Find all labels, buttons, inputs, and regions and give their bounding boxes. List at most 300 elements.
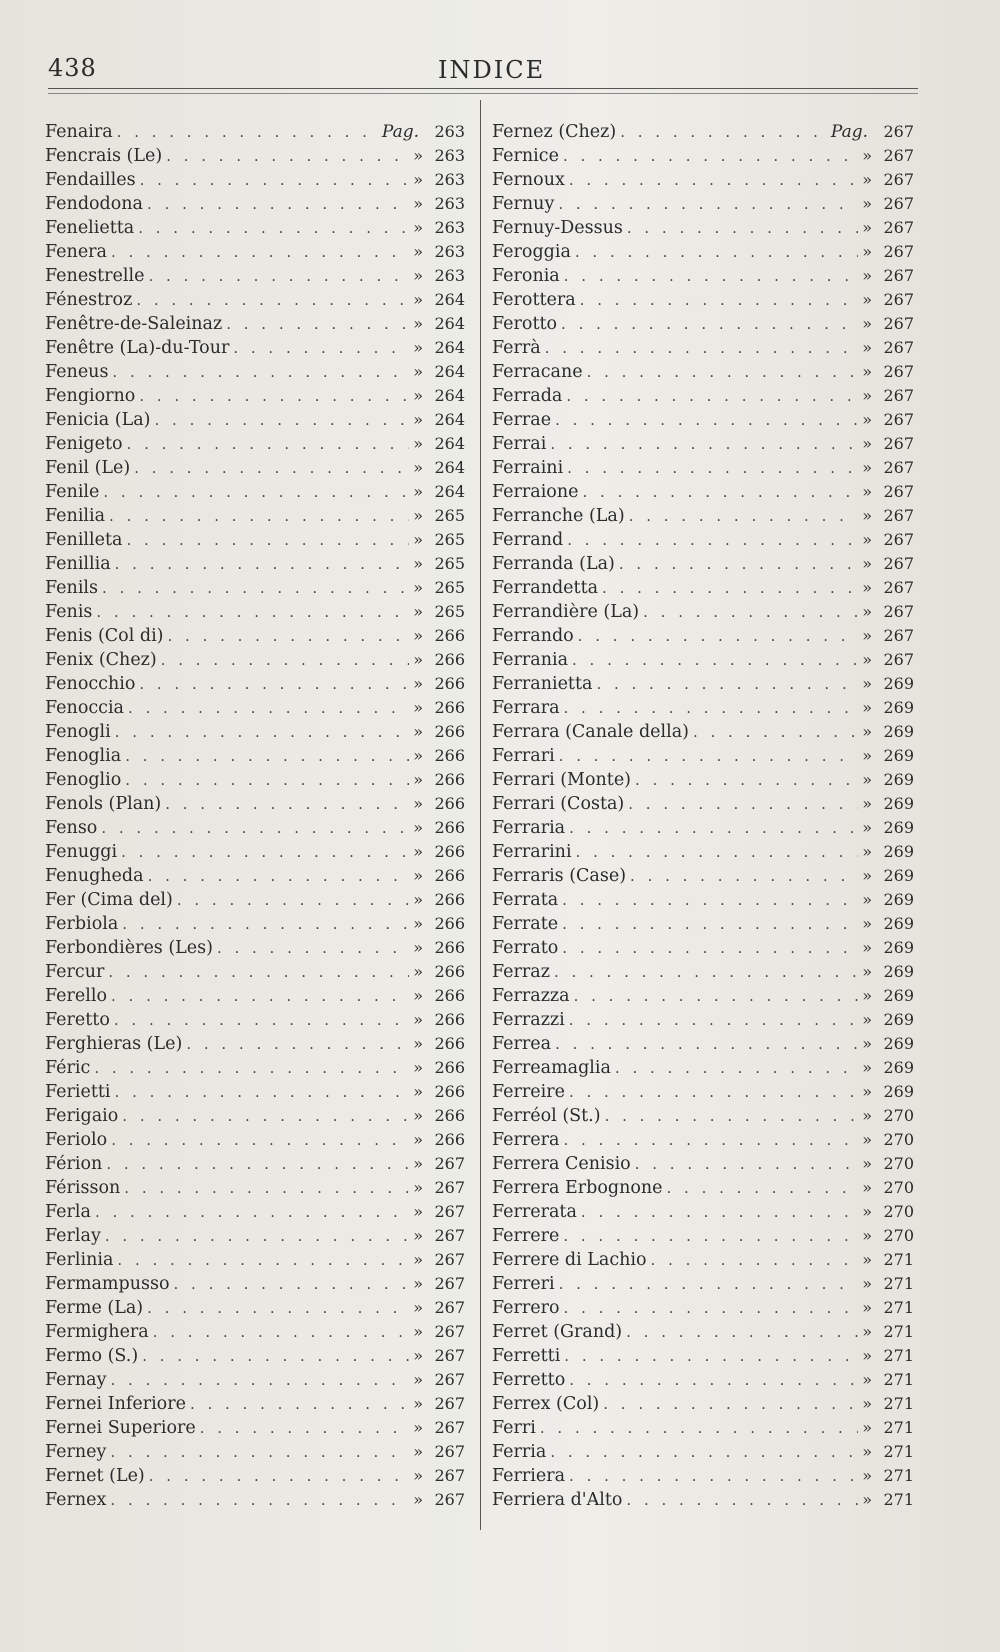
dot-leader	[110, 1440, 409, 1464]
entry-page-number: 267	[883, 458, 914, 477]
entry-name: Ferrata	[492, 890, 559, 910]
dot-leader	[564, 1344, 858, 1368]
ditto-mark: »	[862, 1130, 872, 1149]
index-entry	[492, 432, 914, 456]
index-entry	[45, 528, 465, 552]
entry-name: Ferrera Cenisio	[492, 1154, 631, 1174]
entry-page-number: 269	[883, 890, 914, 909]
entry-page-number: 263	[434, 122, 465, 141]
ditto-mark: »	[862, 1442, 872, 1461]
dot-leader	[605, 1104, 859, 1128]
dot-leader	[569, 168, 858, 192]
entry-reference	[413, 552, 465, 576]
index-entry	[492, 1080, 914, 1104]
index-entry	[45, 336, 465, 360]
entry-page-number: 267	[434, 1226, 465, 1245]
entry-page-number: 270	[883, 1130, 914, 1149]
entry-reference	[862, 288, 914, 312]
index-entry	[492, 1392, 914, 1416]
dot-leader	[651, 1248, 859, 1272]
ditto-mark: »	[413, 890, 423, 909]
entry-page-number: 264	[434, 410, 465, 429]
index-entry	[45, 288, 465, 312]
ditto-mark: »	[413, 602, 423, 621]
ditto-mark: »	[413, 434, 423, 453]
entry-name: Ferraione	[492, 482, 579, 502]
entry-page-number: 266	[434, 770, 465, 789]
entry-reference	[862, 480, 914, 504]
entry-reference	[413, 168, 465, 192]
index-entry	[492, 840, 914, 864]
entry-reference	[862, 864, 914, 888]
ditto-mark: »	[862, 1370, 872, 1389]
entry-page-number: 267	[883, 530, 914, 549]
index-entry	[492, 192, 914, 216]
entry-name: Ferretto	[492, 1370, 566, 1390]
entry-page-number: 269	[883, 770, 914, 789]
entry-page-number: 267	[883, 554, 914, 573]
entry-name: Ferrandière (La)	[492, 602, 640, 622]
ditto-mark: »	[862, 866, 872, 885]
entry-reference	[382, 120, 465, 144]
dot-leader	[200, 1416, 409, 1440]
index-entry	[45, 1440, 465, 1464]
ditto-mark: »	[862, 986, 872, 1005]
ditto-mark: »	[862, 746, 872, 765]
entry-reference	[413, 1488, 465, 1512]
dot-leader	[125, 744, 409, 768]
entry-page-number: 264	[434, 362, 465, 381]
entry-page-number: 269	[883, 1034, 914, 1053]
entry-name: Fenoglia	[45, 746, 122, 766]
ditto-mark: »	[413, 722, 423, 741]
entry-name: Ferrazzi	[492, 1010, 565, 1030]
index-entry	[492, 1488, 914, 1512]
entry-reference	[413, 672, 465, 696]
index-entry	[45, 1392, 465, 1416]
dot-leader	[148, 264, 409, 288]
entry-name: Ferria	[492, 1442, 547, 1462]
dot-leader	[115, 552, 410, 576]
entry-reference	[862, 1104, 914, 1128]
entry-page-number: 267	[883, 578, 914, 597]
entry-page-number: 266	[434, 818, 465, 837]
entry-page-number: 271	[883, 1466, 914, 1485]
ditto-mark: »	[862, 266, 872, 285]
ditto-mark: »	[413, 1106, 423, 1125]
entry-name: Feronia	[492, 266, 560, 286]
dot-leader	[109, 504, 409, 528]
entry-page-number: 263	[434, 242, 465, 261]
dot-leader	[566, 384, 858, 408]
index-entry	[492, 1032, 914, 1056]
entry-page-number: 267	[883, 266, 914, 285]
ditto-mark: »	[862, 1346, 872, 1365]
index-entry	[492, 984, 914, 1008]
entry-page-number: 267	[883, 194, 914, 213]
ditto-mark: »	[862, 938, 872, 957]
dot-leader	[626, 1488, 858, 1512]
entry-name: Ferghieras (Le)	[45, 1034, 183, 1054]
ditto-mark: »	[862, 506, 872, 525]
entry-page-number: 269	[883, 818, 914, 837]
entry-name: Fernuy-Dessus	[492, 218, 623, 238]
entry-name: Ferrere di Lachio	[492, 1250, 647, 1270]
entry-page-number: 266	[434, 1058, 465, 1077]
entry-reference	[413, 1152, 465, 1176]
ditto-mark: »	[413, 794, 423, 813]
index-entry	[45, 1080, 465, 1104]
entry-page-number: 267	[434, 1178, 465, 1197]
entry-reference	[862, 816, 914, 840]
index-entry	[45, 648, 465, 672]
index-entry	[45, 600, 465, 624]
index-entry	[492, 576, 914, 600]
dot-leader	[95, 1200, 409, 1224]
index-entry	[45, 1296, 465, 1320]
index-entry	[492, 216, 914, 240]
entry-name: Fenoglio	[45, 770, 122, 790]
entry-name: Fermampusso	[45, 1274, 170, 1294]
dot-leader	[110, 1488, 409, 1512]
dot-leader	[569, 1368, 858, 1392]
entry-page-number: 263	[434, 194, 465, 213]
ditto-mark: »	[413, 626, 423, 645]
index-entry	[492, 384, 914, 408]
dot-leader	[567, 456, 858, 480]
entry-reference	[862, 600, 914, 624]
dot-leader	[564, 264, 858, 288]
dot-leader	[126, 528, 409, 552]
ditto-mark: »	[862, 1394, 872, 1413]
entry-reference	[862, 840, 914, 864]
ditto-mark: »	[413, 1442, 423, 1461]
entry-name: Ferlay	[45, 1226, 101, 1246]
dot-leader	[190, 1392, 409, 1416]
entry-name: Ferraini	[492, 458, 564, 478]
dot-leader	[569, 1080, 858, 1104]
dot-leader	[545, 336, 858, 360]
entry-page-number: 269	[883, 938, 914, 957]
entry-reference	[413, 696, 465, 720]
entry-page-number: 267	[434, 1250, 465, 1269]
page-number: 438	[48, 54, 97, 82]
dot-leader	[615, 1056, 858, 1080]
entry-page-number: 269	[883, 866, 914, 885]
index-entry	[492, 648, 914, 672]
pag-label: Pag.	[830, 122, 868, 142]
ditto-mark: »	[862, 530, 872, 549]
entry-page-number: 266	[434, 722, 465, 741]
index-entry	[492, 1248, 914, 1272]
entry-page-number: 269	[883, 698, 914, 717]
entry-reference	[862, 144, 914, 168]
ditto-mark: »	[413, 1130, 423, 1149]
dot-leader	[102, 576, 409, 600]
entry-page-number: 269	[883, 1058, 914, 1077]
entry-reference	[413, 816, 465, 840]
entry-page-number: 264	[434, 386, 465, 405]
ditto-mark: »	[413, 650, 423, 669]
index-entry	[45, 1488, 465, 1512]
ditto-mark: »	[862, 146, 872, 165]
entry-name: Ferranche (La)	[492, 506, 625, 526]
entry-page-number: 264	[434, 338, 465, 357]
entry-name: Fenols (Plan)	[45, 794, 162, 814]
entry-page-number: 271	[883, 1250, 914, 1269]
entry-name: Ferrara (Canale della)	[492, 722, 689, 742]
index-entry	[492, 360, 914, 384]
index-entry	[492, 264, 914, 288]
index-entry	[45, 1152, 465, 1176]
ditto-mark: »	[862, 290, 872, 309]
entry-name: Ferrari (Monte)	[492, 770, 632, 790]
entry-page-number: 266	[434, 626, 465, 645]
entry-page-number: 266	[434, 866, 465, 885]
entry-name: Ferrari (Costa)	[492, 794, 625, 814]
entry-page-number: 266	[434, 698, 465, 717]
index-entry	[492, 1152, 914, 1176]
ditto-mark: »	[413, 1418, 423, 1437]
entry-reference	[862, 1056, 914, 1080]
entry-page-number: 269	[883, 722, 914, 741]
ditto-mark: »	[862, 194, 872, 213]
entry-reference	[862, 1200, 914, 1224]
entry-reference	[413, 1176, 465, 1200]
ditto-mark: »	[862, 1466, 872, 1485]
entry-name: Fenilia	[45, 506, 106, 526]
entry-name: Fengiorno	[45, 386, 136, 406]
index-column-left	[45, 120, 465, 1512]
entry-name: Fenocchio	[45, 674, 136, 694]
pag-label: Pag.	[381, 122, 419, 142]
entry-reference	[413, 1344, 465, 1368]
ditto-mark: »	[413, 1082, 423, 1101]
entry-reference	[862, 912, 914, 936]
dot-leader	[153, 1320, 409, 1344]
index-entry	[45, 1008, 465, 1032]
ditto-mark: »	[413, 938, 423, 957]
entry-page-number: 266	[434, 986, 465, 1005]
entry-page-number: 267	[434, 1346, 465, 1365]
dot-leader	[122, 912, 409, 936]
entry-reference	[413, 1368, 465, 1392]
entry-name: Fernei Superiore	[45, 1418, 196, 1438]
ditto-mark: »	[862, 1106, 872, 1125]
ditto-mark: »	[413, 170, 423, 189]
dot-leader	[635, 1152, 858, 1176]
index-entry	[492, 1464, 914, 1488]
ditto-mark: »	[862, 458, 872, 477]
entry-reference	[862, 1128, 914, 1152]
dot-leader	[106, 1152, 409, 1176]
entry-reference	[862, 1344, 914, 1368]
index-entry	[45, 240, 465, 264]
index-entry	[492, 816, 914, 840]
entry-page-number: 267	[434, 1394, 465, 1413]
dot-leader	[134, 456, 409, 480]
entry-page-number: 267	[883, 434, 914, 453]
entry-page-number: 266	[434, 746, 465, 765]
ditto-mark: »	[862, 1274, 872, 1293]
dot-leader	[559, 1272, 859, 1296]
entry-reference	[862, 1008, 914, 1032]
entry-reference	[413, 720, 465, 744]
entry-name: Ferreamaglia	[492, 1058, 611, 1078]
index-entry	[45, 1128, 465, 1152]
ditto-mark: »	[862, 362, 872, 381]
entry-name: Ferrà	[492, 338, 541, 358]
dot-leader	[572, 648, 858, 672]
ditto-mark: »	[862, 554, 872, 573]
ditto-mark: »	[862, 314, 872, 333]
entry-page-number: 267	[434, 1490, 465, 1509]
entry-page-number: 270	[883, 1226, 914, 1245]
entry-reference	[862, 576, 914, 600]
ditto-mark: »	[862, 1202, 872, 1221]
entry-name: Ferietti	[45, 1082, 111, 1102]
entry-page-number: 267	[434, 1274, 465, 1293]
entry-page-number: 269	[883, 746, 914, 765]
entry-page-number: 267	[883, 626, 914, 645]
ditto-mark: »	[862, 674, 872, 693]
index-entry	[45, 720, 465, 744]
ditto-mark: »	[862, 386, 872, 405]
index-entry	[492, 144, 914, 168]
dot-leader	[603, 1392, 858, 1416]
dot-leader	[630, 864, 858, 888]
dot-leader	[122, 1104, 409, 1128]
entry-name: Ferret (Grand)	[492, 1322, 623, 1342]
entry-page-number: 266	[434, 1106, 465, 1125]
dot-leader	[111, 1368, 410, 1392]
index-entry	[492, 1176, 914, 1200]
index-entry	[492, 1056, 914, 1080]
entry-name: Fenugheda	[45, 866, 144, 886]
dot-leader	[580, 288, 859, 312]
index-entry	[45, 120, 465, 144]
entry-reference	[862, 648, 914, 672]
index-entry	[492, 288, 914, 312]
entry-reference	[413, 576, 465, 600]
entry-page-number: 271	[883, 1322, 914, 1341]
entry-name: Fenillia	[45, 554, 111, 574]
entry-reference	[862, 432, 914, 456]
index-entry	[492, 408, 914, 432]
entry-name: Ferottera	[492, 290, 576, 310]
entry-page-number: 267	[434, 1322, 465, 1341]
entry-reference	[862, 1320, 914, 1344]
entry-name: Fenuggi	[45, 842, 118, 862]
entry-name: Fenso	[45, 818, 98, 838]
entry-name: Fenogli	[45, 722, 111, 742]
entry-reference	[413, 1200, 465, 1224]
entry-page-number: 269	[883, 986, 914, 1005]
entry-name: Fenelietta	[45, 218, 135, 238]
index-entry	[492, 864, 914, 888]
entry-name: Feretto	[45, 1010, 110, 1030]
entry-name: Fernez (Chez)	[492, 122, 617, 142]
entry-reference	[413, 744, 465, 768]
dot-leader	[115, 720, 409, 744]
entry-reference	[862, 744, 914, 768]
entry-name: Fernice	[492, 146, 559, 166]
index-entry	[492, 168, 914, 192]
entry-reference	[862, 696, 914, 720]
dot-leader	[635, 768, 858, 792]
entry-page-number: 267	[434, 1298, 465, 1317]
entry-page-number: 265	[434, 554, 465, 573]
entry-name: Fenis	[45, 602, 93, 622]
index-entry	[492, 1416, 914, 1440]
ditto-mark: »	[413, 1466, 423, 1485]
index-entry	[492, 312, 914, 336]
ditto-mark: »	[413, 194, 423, 213]
dot-leader	[628, 792, 858, 816]
entry-name: Ferla	[45, 1202, 91, 1222]
dot-leader	[139, 384, 409, 408]
entry-name: Ferrazza	[492, 986, 570, 1006]
entry-name: Ferrae	[492, 410, 552, 430]
entry-page-number: 267	[883, 410, 914, 429]
entry-reference	[413, 408, 465, 432]
dot-leader	[139, 672, 409, 696]
ditto-mark: »	[413, 458, 423, 477]
entry-page-number: 263	[434, 146, 465, 165]
ditto-mark: »	[862, 1490, 872, 1509]
entry-reference	[862, 624, 914, 648]
entry-reference	[413, 1056, 465, 1080]
ditto-mark: »	[413, 746, 423, 765]
entry-name: Ferreri	[492, 1274, 555, 1294]
entry-reference	[413, 600, 465, 624]
ditto-mark: »	[862, 722, 872, 741]
entry-reference	[862, 504, 914, 528]
entry-reference	[413, 528, 465, 552]
entry-page-number: 271	[883, 1418, 914, 1437]
entry-reference	[413, 1320, 465, 1344]
ditto-mark: »	[413, 1178, 423, 1197]
entry-name: Fenera	[45, 242, 107, 262]
entry-page-number: 266	[434, 1010, 465, 1029]
ditto-mark: »	[862, 1010, 872, 1029]
index-entry	[45, 984, 465, 1008]
ditto-mark: »	[413, 386, 423, 405]
entry-reference	[413, 240, 465, 264]
entry-page-number: 264	[434, 290, 465, 309]
entry-name: Ferrai	[492, 434, 547, 454]
entry-reference	[413, 288, 465, 312]
entry-name: Fendodona	[45, 194, 143, 214]
dot-leader	[114, 1008, 409, 1032]
ditto-mark: »	[862, 410, 872, 429]
ditto-mark: »	[413, 770, 423, 789]
entry-name: Ferrero	[492, 1298, 560, 1318]
ditto-mark: »	[862, 578, 872, 597]
ditto-mark: »	[862, 650, 872, 669]
index-entry	[492, 1272, 914, 1296]
index-entry	[492, 1368, 914, 1392]
entry-name: Fenoccia	[45, 698, 124, 718]
dot-leader	[111, 984, 409, 1008]
index-entry	[45, 696, 465, 720]
entry-name: Fenestrelle	[45, 266, 145, 286]
index-entry	[45, 864, 465, 888]
entry-name: Fenils	[45, 578, 98, 598]
entry-page-number: 267	[883, 290, 914, 309]
ditto-mark: »	[413, 290, 423, 309]
entry-reference	[413, 216, 465, 240]
